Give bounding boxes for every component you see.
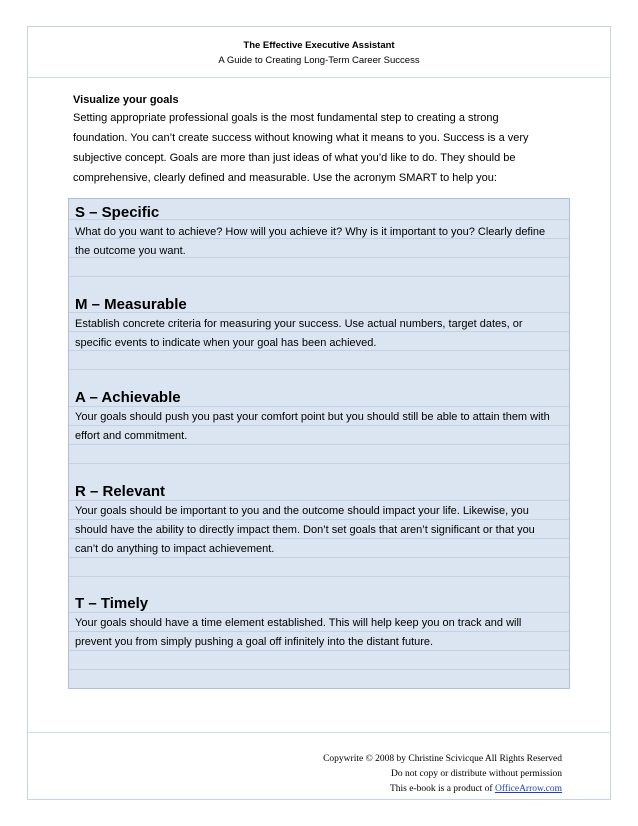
- smart-item-relevant: [75, 482, 559, 559]
- table-rule: [69, 369, 569, 370]
- intro-paragraph: Setting appropriate professional goals is the most fundamental step to creating a strong foundation. You can’t create success without knowing what it means to you. Success is a very subjective concept. Goals are more than just ideas of what you’d like to do. They should be comprehensive, clearly defined and measurable. Use the acronym SMART to help you:: [73, 112, 529, 184]
- header-divider: [28, 77, 610, 78]
- table-rule: [69, 669, 569, 670]
- smart-item-achievable: [75, 388, 559, 446]
- section-heading: Visualize your goals: [73, 94, 179, 106]
- product-prefix: This e-book is a product of: [389, 784, 495, 794]
- smart-heading: M – Measurable: [75, 296, 187, 313]
- smart-heading: R – Relevant: [75, 483, 166, 500]
- table-rule: [69, 576, 569, 577]
- smart-heading: A – Achievable: [75, 389, 181, 406]
- book-subtitle: A Guide to Creating Long-Term Career Success: [218, 55, 420, 66]
- smart-description: What do you want to achieve? How will you achieve it? Why is it important to you? Clearly define the outcome you want.: [75, 226, 546, 257]
- product-notice: [323, 782, 562, 797]
- smart-description: Your goals should be important to you and the outcome should impact your life. Likewise, you should have the ability to directly impact them. Don’t set goals that aren’t significant or that you can’t do anything to impact achievement.: [75, 505, 535, 555]
- smart-table: [68, 198, 570, 689]
- smart-item-measurable: [75, 295, 559, 353]
- table-rule: [69, 463, 569, 464]
- smart-heading: T – Timely: [75, 595, 149, 612]
- smart-description: Establish concrete criteria for measuring your success. Use actual numbers, target dates, or specific events to indicate when your goal has been achieved.: [75, 318, 523, 349]
- book-title: The Effective Executive Assistant: [243, 40, 395, 51]
- smart-heading: S – Specific: [75, 204, 160, 221]
- copyright-notice: Copywrite © 2008 by Christine Scivicque All Rights Reserved: [323, 754, 562, 764]
- table-rule: [69, 276, 569, 277]
- officearrow-link[interactable]: OfficeArrow.com: [494, 784, 562, 794]
- smart-item-specific: [75, 203, 559, 261]
- distribution-notice: Do not copy or distribute without permission: [391, 769, 562, 779]
- smart-description: Your goals should have a time element established. This will help keep you on track and will prevent you from simply pushing a goal off infinitely into the distant future.: [75, 617, 522, 648]
- page-footer: [323, 752, 562, 797]
- footer-divider: [28, 732, 610, 733]
- smart-item-timely: [75, 594, 559, 652]
- smart-description: Your goals should push you past your comfort point but you should still be able to attain them with effort and commitment.: [75, 411, 550, 442]
- page-header: [28, 38, 610, 68]
